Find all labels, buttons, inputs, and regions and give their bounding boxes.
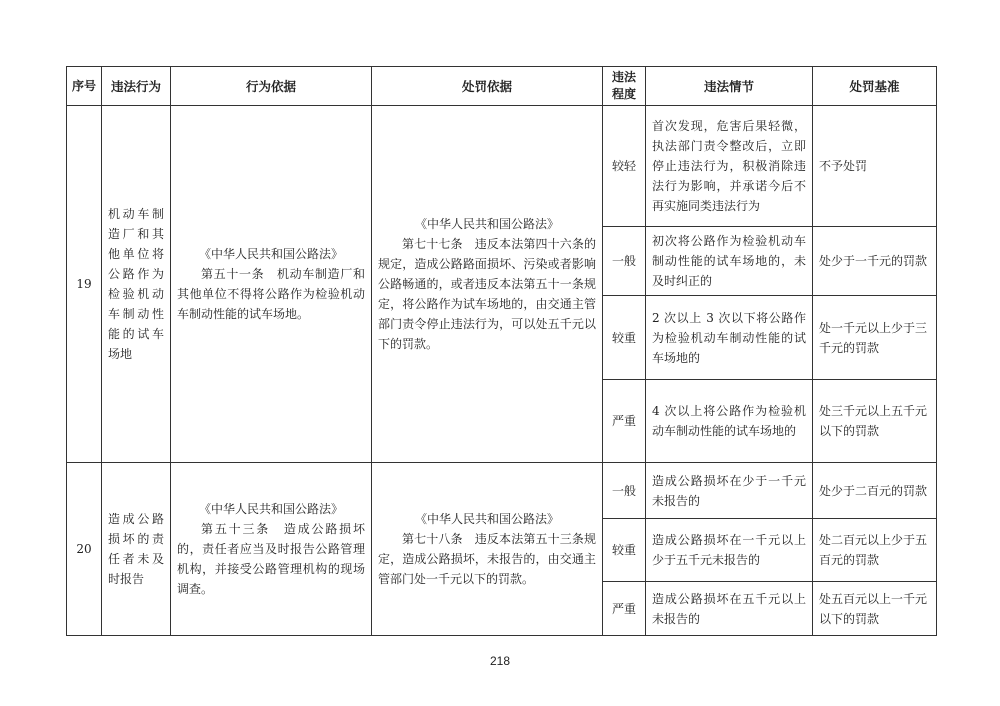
penalty-standard-table (66, 66, 937, 636)
penalty-article-text: 第七十八条 违反本法第五十三条规定，造成公路损坏，未报告的，由交通主管部门处一千元以下的罚款。 (378, 532, 596, 586)
degree-cell: 较轻 (603, 106, 646, 227)
row-penalty-basis (372, 106, 603, 463)
degree-cell: 严重 (603, 380, 646, 463)
table-row (67, 463, 937, 519)
standard-cell: 处少于二百元的罚款 (813, 463, 937, 519)
conduct-article-text: 第五十三条 造成公路损坏的，责任者应当及时报告公路管理机构，并接受公路管理机构的现场调查。 (177, 522, 365, 596)
conduct-article-text: 第五十一条 机动车制造厂和其他单位不得将公路作为检验机动车制动性能的试车场地。 (177, 267, 365, 321)
header-degree: 违法程度 (603, 67, 646, 106)
circumstance-cell: 造成公路损坏在一千元以上少于五千元未报告的 (646, 519, 813, 582)
header-row (67, 67, 937, 106)
circumstance-cell: 造成公路损坏在五千元以上未报告的 (646, 582, 813, 636)
row-conduct-basis (171, 463, 372, 636)
standard-cell: 处少于一千元的罚款 (813, 227, 937, 296)
degree-cell: 较重 (603, 519, 646, 582)
header-conduct-basis: 行为依据 (171, 67, 372, 106)
circumstance-cell: 首次发现，危害后果轻微，执法部门责令整改后，立即停止违法行为，积极消除违法行为影响，并承诺今后不再实施同类违法行为 (646, 106, 813, 227)
circumstance-cell: 初次将公路作为检验机动车制动性能的试车场地的，未及时纠正的 (646, 227, 813, 296)
row-violation: 造成公路损坏的责任者未及时报告 (102, 463, 171, 636)
header-circumstances: 违法情节 (646, 67, 813, 106)
header-violation: 违法行为 (102, 67, 171, 106)
circumstance-cell: 4 次以上将公路作为检验机动车制动性能的试车场地的 (646, 380, 813, 463)
standard-cell: 处五百元以上一千元以下的罚款 (813, 582, 937, 636)
degree-cell: 一般 (603, 227, 646, 296)
standard-cell: 处二百元以上少于五百元的罚款 (813, 519, 937, 582)
standard-cell: 不予处罚 (813, 106, 937, 227)
row-penalty-basis (372, 463, 603, 636)
row-violation: 机动车制造厂和其他单位将公路作为检验机动车制动性能的试车场地 (102, 106, 171, 463)
row-conduct-basis (171, 106, 372, 463)
conduct-law-title: 《中华人民共和国公路法》 (198, 502, 343, 516)
header-penalty-basis: 处罚依据 (372, 67, 603, 106)
header-standard: 处罚基准 (813, 67, 937, 106)
row-seq: 19 (67, 106, 102, 463)
degree-cell: 严重 (603, 582, 646, 636)
header-seq: 序号 (67, 67, 102, 106)
penalty-article-text: 第七十七条 违反本法第四十六条的规定，造成公路路面损坏、污染或者影响公路畅通的，或者违反本法第五十一条规定，将公路作为试车场地的，由交通主管部门责令停止违法行为，可以处五千元以下的罚款。 (378, 237, 596, 351)
table-row (67, 106, 937, 227)
degree-cell: 一般 (603, 463, 646, 519)
row-seq: 20 (67, 463, 102, 636)
standard-cell: 处一千元以上少于三千元的罚款 (813, 296, 937, 380)
page-number: 218 (489, 654, 511, 668)
conduct-law-title: 《中华人民共和国公路法》 (198, 247, 343, 261)
circumstance-cell: 造成公路损坏在少于一千元未报告的 (646, 463, 813, 519)
penalty-law-title: 《中华人民共和国公路法》 (414, 512, 559, 526)
penalty-law-title: 《中华人民共和国公路法》 (414, 217, 559, 231)
circumstance-cell: 2 次以上 3 次以下将公路作为检验机动车制动性能的试车场地的 (646, 296, 813, 380)
standard-cell: 处三千元以上五千元以下的罚款 (813, 380, 937, 463)
degree-cell: 较重 (603, 296, 646, 380)
